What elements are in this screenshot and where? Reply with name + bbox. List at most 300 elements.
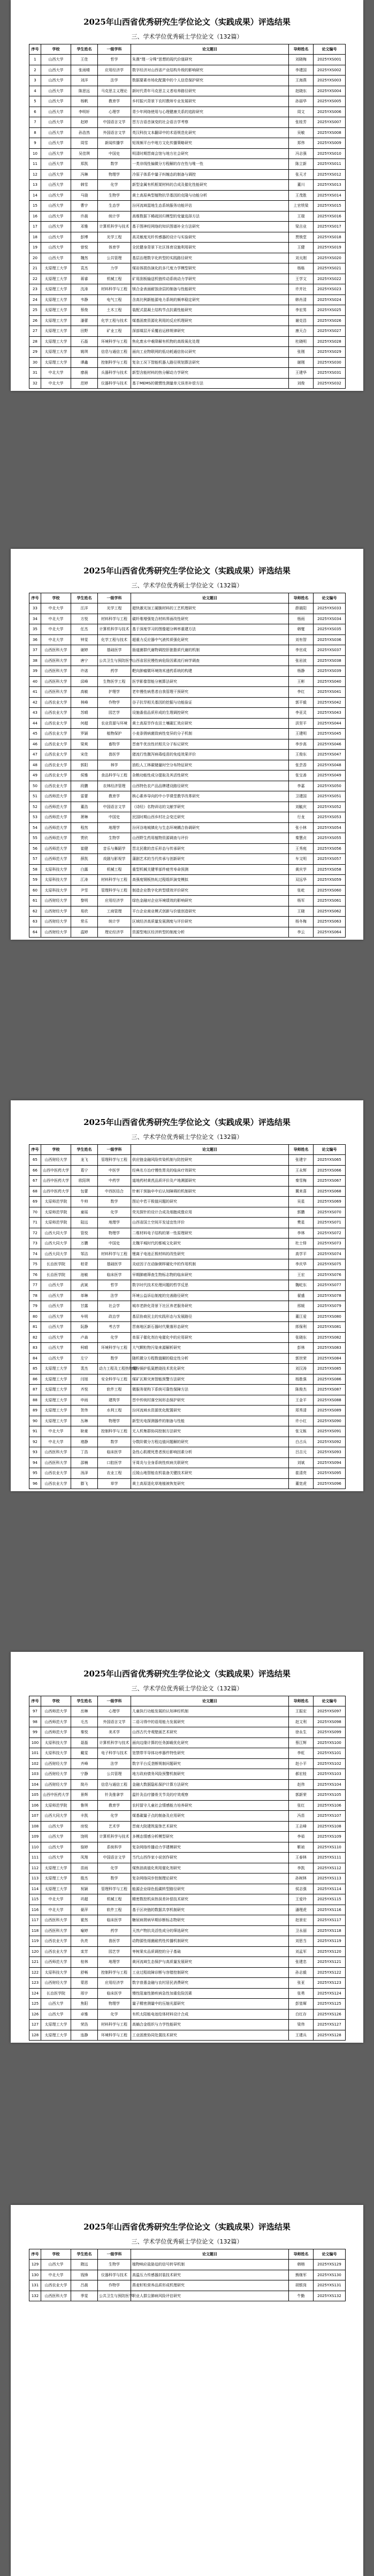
row-thesis-id: 2025YXS120	[314, 1946, 346, 1957]
row-advisor: 郑秀清	[289, 1406, 314, 1416]
table-row	[29, 2009, 346, 2020]
table-row	[29, 2291, 346, 2301]
row-school: 山西医科大学	[41, 2291, 71, 2301]
row-discipline: 生物学	[98, 833, 131, 844]
row-discipline: 软件工程	[98, 1385, 131, 1395]
row-thesis-title: 晋南牛优良性状相关分子标记研究	[131, 739, 289, 750]
row-thesis-id: 2025YXS099	[314, 1727, 346, 1738]
row-index: 88	[29, 1395, 41, 1406]
row-index: 127	[29, 2020, 41, 2030]
row-student: 荣浩	[71, 2020, 98, 2030]
row-thesis-id: 2025YXS116	[314, 1905, 346, 1915]
table-row	[29, 1176, 346, 1187]
row-advisor: 周文	[289, 107, 314, 117]
row-index: 84	[29, 1353, 41, 1364]
table-row	[29, 1395, 346, 1406]
row-index: 112	[29, 1863, 41, 1874]
row-student: 骆婷	[71, 1842, 98, 1853]
row-thesis-id: 2025YXS044	[314, 718, 346, 729]
row-discipline: 哲学	[98, 55, 131, 65]
row-thesis-id: 2025YXS066	[314, 1165, 346, 1176]
row-advisor: 郭鹏	[289, 1207, 314, 1218]
section-subtitle: 三、学术学位优秀硕士学位论文（132篇）	[131, 582, 243, 589]
row-thesis-id: 2025YXS102	[314, 1758, 346, 1769]
row-thesis-id: 2025YXS001	[314, 55, 346, 65]
row-index: 66	[29, 1165, 41, 1176]
row-thesis-title: 微服务架构下系统可靠性保障方法	[131, 1385, 289, 1395]
row-school: 中北大学	[41, 368, 71, 379]
row-thesis-id: 2025YXS022	[314, 274, 346, 284]
row-student: 唐宁	[71, 655, 98, 666]
table-row	[29, 1468, 346, 1479]
row-advisor: 行龙	[289, 812, 314, 823]
row-student: 薛凯	[71, 854, 98, 865]
row-student: 廖晨	[71, 368, 98, 379]
row-thesis-id: 2025YXS131	[314, 2280, 346, 2291]
row-school: 山西大学	[41, 1290, 71, 1301]
row-thesis-title: 环境公益诉讼制度的完善路径研究	[131, 1290, 289, 1301]
row-thesis-title: 二维材料电子结构的第一性原理研究	[131, 1228, 289, 1238]
row-school: 山西财经大学	[41, 917, 71, 927]
row-school: 太原理工大学	[41, 305, 71, 316]
row-thesis-title: 山西特色农产品品牌建设路径研究	[131, 781, 289, 791]
row-student: 陈思远	[71, 86, 98, 96]
row-thesis-title: 医学影像智能分割算法研究	[131, 676, 289, 687]
row-student: 田野	[71, 326, 98, 337]
row-student: 蔡俊	[71, 305, 98, 316]
row-discipline: 作物学	[98, 2280, 131, 2291]
row-advisor: 许小红	[289, 1416, 314, 1426]
row-thesis-id: 2025YXS077	[314, 1280, 346, 1291]
row-student: 方悦	[71, 614, 98, 624]
row-advisor: 李宏男	[289, 305, 314, 316]
row-index: 3	[29, 75, 41, 86]
header-advisor: 导师姓名	[289, 2249, 314, 2260]
row-thesis-id: 2025YXS035	[314, 624, 346, 635]
row-thesis-id: 2025YXS002	[314, 65, 346, 75]
row-thesis-id: 2025YXS054	[314, 822, 346, 833]
row-thesis-id: 2025YXS130	[314, 2270, 346, 2280]
row-index: 18	[29, 232, 41, 243]
row-thesis-title: 煤矿瓦斯灾害智能预警方法研究	[131, 1374, 289, 1385]
row-advisor: 樊星	[289, 1218, 314, 1228]
row-advisor: 王建兵	[289, 2030, 314, 2041]
row-thesis-id: 2025YXS125	[314, 1999, 346, 2010]
row-discipline: 控制科学与工程	[98, 1967, 131, 1978]
page-title: 2025年山西省优秀研究生学位论文（实践成果）评选结果	[83, 1669, 291, 1679]
table-row	[29, 1874, 346, 1884]
row-thesis-id: 2025YXS096	[314, 1478, 346, 1489]
row-advisor: 胡银岗	[289, 2280, 314, 2291]
row-student: 李明轩	[71, 107, 98, 117]
row-thesis-title: 黄河流域生态保护与高质量发展研究	[131, 1957, 289, 1968]
table-row	[29, 1155, 346, 1166]
row-discipline: 物理学	[98, 1228, 131, 1238]
row-school: 山西中医药大学	[41, 1165, 71, 1176]
page-title: 2025年山西省优秀研究生学位论文（实践成果）评选结果	[83, 566, 291, 576]
row-thesis-title: 数字普惠金融与农村居民消费研究	[131, 1978, 289, 1989]
row-index: 95	[29, 1468, 41, 1479]
row-advisor: 卫建国	[289, 791, 314, 802]
table-row	[29, 1280, 346, 1291]
row-thesis-id: 2025YXS048	[314, 760, 346, 770]
row-discipline: 畜牧学	[98, 739, 131, 750]
row-index: 76	[29, 1270, 41, 1280]
row-index: 7	[29, 117, 41, 128]
row-index: 118	[29, 1925, 41, 1936]
row-advisor: 杨冬梅	[289, 917, 314, 927]
table-row	[29, 812, 346, 823]
row-advisor: 张小林	[289, 822, 314, 833]
row-thesis-title: 糖尿病肾病早期诊断标志物研究	[131, 1915, 289, 1926]
row-thesis-title: 青少年网络使用与心理健康关系的追踪研究	[131, 107, 289, 117]
row-discipline: 材料科学与工程	[98, 614, 131, 624]
row-thesis-title: 朱熹“理一分殊”思想的现代价值研究	[131, 55, 289, 65]
row-advisor: 郑伟	[289, 138, 314, 149]
results-table	[29, 44, 346, 389]
row-thesis-id: 2025YXS067	[314, 1176, 346, 1187]
row-thesis-id: 2025YXS039	[314, 666, 346, 677]
row-index: 86	[29, 1374, 41, 1385]
row-discipline: 信息与通信工程	[98, 347, 131, 358]
table-row	[29, 1748, 346, 1759]
row-discipline: 中国语言文学	[98, 117, 131, 128]
row-thesis-title: 新型金属有机框架材料的合成及催化性能研究	[131, 180, 289, 191]
row-thesis-id: 2025YXS027	[314, 326, 346, 337]
table-row	[29, 896, 346, 906]
row-advisor: 王海燕	[289, 75, 314, 86]
row-thesis-id: 2025YXS108	[314, 1821, 346, 1832]
row-school: 山西医科大学	[41, 1925, 71, 1936]
row-index: 9	[29, 138, 41, 149]
row-advisor: 张屹	[289, 885, 314, 896]
row-student: 焦阳	[71, 1999, 98, 2010]
row-school: 山西大学	[41, 1842, 71, 1853]
table-row	[29, 843, 346, 854]
row-school: 山西大学	[41, 1301, 71, 1312]
row-student: 赵婷	[71, 117, 98, 128]
row-student: 邢宇	[71, 1988, 98, 1999]
row-advisor: 潘理虎	[289, 1905, 314, 1915]
row-school: 山西大学	[41, 117, 71, 128]
row-school: 太原理工大学	[41, 1863, 71, 1874]
row-discipline: 安全科学与工程	[98, 1374, 131, 1385]
row-thesis-title: 煤岩体损伤演化的多尺度力学模型研究	[131, 263, 289, 274]
table-row	[29, 1416, 346, 1426]
row-thesis-id: 2025YXS021	[314, 263, 346, 274]
row-thesis-id: 2025YXS101	[314, 1748, 346, 1759]
row-thesis-title: 道地药材黄芪品质评价及产地溯源研究	[131, 1176, 289, 1187]
table-row	[29, 1706, 346, 1717]
row-school: 中北大学	[41, 624, 71, 635]
row-discipline: 公共管理	[98, 253, 131, 263]
row-student: 郑凯	[71, 159, 98, 170]
row-thesis-id: 2025YXS088	[314, 1395, 346, 1406]
row-advisor: 李官成	[289, 645, 314, 656]
row-thesis-id: 2025YXS014	[314, 190, 346, 201]
row-thesis-title: 炎症因子在动脉粥样硬化中的作用机制	[131, 1259, 289, 1270]
row-school: 山西大学	[41, 253, 71, 263]
row-discipline: 环境科学与工程	[98, 336, 131, 347]
row-thesis-id: 2025YXS082	[314, 1332, 346, 1343]
row-advisor: 杜士铎	[289, 1238, 314, 1249]
row-student: 葛宁	[71, 1165, 98, 1176]
row-thesis-id: 2025YXS005	[314, 96, 346, 107]
row-index: 45	[29, 729, 41, 739]
row-student: 雷蕾	[71, 791, 98, 802]
table-row	[29, 2260, 346, 2270]
row-student: 石磊	[71, 336, 98, 347]
row-advisor: 刘毓庆	[289, 802, 314, 812]
row-student: 丁浩	[71, 1447, 98, 1458]
row-index: 98	[29, 1717, 41, 1727]
row-index: 61	[29, 896, 41, 906]
row-index: 37	[29, 645, 41, 656]
row-school: 山西大学	[41, 159, 71, 170]
row-school: 山西中医药大学	[41, 1790, 71, 1801]
row-school: 山西师范大学	[41, 1717, 71, 1727]
row-index: 38	[29, 655, 41, 666]
row-student: 邱峰	[71, 676, 98, 687]
table-row	[29, 2280, 346, 2291]
row-thesis-title: 晋南地区新石器时代聚落形态研究	[131, 1322, 289, 1333]
row-index: 78	[29, 1290, 41, 1301]
row-thesis-title: 蒲剧艺术的当代传承与创新研究	[131, 854, 289, 865]
row-thesis-id: 2025YXS057	[314, 854, 346, 865]
row-student: 魏然	[71, 253, 98, 263]
header-thesis-title: 论文题目	[131, 1696, 289, 1706]
row-student: 温婷	[71, 927, 98, 938]
row-index: 52	[29, 802, 41, 812]
row-index: 53	[29, 812, 41, 823]
row-school: 太原科技大学	[41, 875, 71, 886]
row-student: 聂磊	[71, 1738, 98, 1748]
row-school: 山西师范大学	[41, 822, 71, 833]
row-student: 罗颖	[71, 729, 98, 739]
row-thesis-title: 锂离子电池正极材料的改性研究	[131, 1249, 289, 1259]
row-index: 39	[29, 666, 41, 677]
row-student: 丰凯	[71, 1811, 98, 1822]
row-index: 58	[29, 864, 41, 875]
row-discipline: 管理科学与工程	[98, 885, 131, 896]
row-discipline: 管理科学与工程	[98, 1155, 131, 1166]
row-school: 山西农业大学	[41, 1468, 71, 1479]
row-thesis-title: 无人机集群协同控制方法研究	[131, 1426, 289, 1437]
row-thesis-id: 2025YXS040	[314, 676, 346, 687]
row-advisor: 张芸香	[289, 760, 314, 770]
row-thesis-title: 早期肺癌筛查生物标志物的临床研究	[131, 1270, 289, 1280]
row-thesis-title: 煤焦油高值化利用催化剂研究	[131, 1863, 289, 1874]
row-thesis-id: 2025YXS070	[314, 1207, 346, 1218]
row-thesis-title: 山西野生药用植物资源调查与评价	[131, 833, 289, 844]
row-thesis-id: 2025YXS026	[314, 315, 346, 326]
row-thesis-id: 2025YXS055	[314, 833, 346, 844]
table-row	[29, 676, 346, 687]
row-thesis-id: 2025YXS123	[314, 1978, 346, 1989]
row-thesis-title: 超快激光加工硬脆材料的工艺机理研究	[131, 603, 289, 614]
row-thesis-id: 2025YXS095	[314, 1468, 346, 1479]
table-row	[29, 1165, 346, 1176]
row-student: 易欣	[71, 906, 98, 917]
row-index: 47	[29, 750, 41, 760]
header-advisor: 导师姓名	[289, 1696, 314, 1706]
row-school: 山西财经大学	[41, 1758, 71, 1769]
row-advisor: 张红	[289, 1800, 314, 1811]
row-thesis-title: 工业过程故障诊断与容错控制研究	[131, 1967, 289, 1978]
row-school: 中北大学	[41, 634, 71, 645]
row-student: 钟雯	[71, 634, 98, 645]
row-advisor: 熊继军	[289, 2270, 314, 2280]
row-student: 姚琪	[71, 347, 98, 358]
table-header-row	[29, 593, 346, 603]
header-discipline: 一级学科	[98, 1145, 131, 1155]
page-title: 2025年山西省优秀研究生学位论文（实践成果）评选结果	[83, 17, 291, 27]
table-row	[29, 1218, 346, 1228]
row-student: 侯雅	[71, 770, 98, 781]
row-index: 29	[29, 347, 41, 358]
row-index: 129	[29, 2260, 41, 2270]
row-discipline: 动力工程及工程热物理	[98, 1364, 131, 1374]
row-school: 山西大学	[41, 1853, 71, 1863]
row-discipline: 药学	[98, 1925, 131, 1936]
table-row	[29, 687, 346, 698]
row-index: 69	[29, 1197, 41, 1207]
row-student: 栾芳	[71, 1946, 98, 1957]
row-thesis-title: 面向边缘计算的任务卸载优化研究	[131, 1738, 289, 1748]
header-student: 学生姓名	[71, 44, 98, 55]
row-school: 山西大学	[41, 222, 71, 232]
table-row	[29, 1884, 346, 1894]
row-discipline: 中国史	[98, 812, 131, 823]
row-discipline: 机械工程	[98, 274, 131, 284]
row-school: 太原理工大学	[41, 1364, 71, 1374]
table-row	[29, 1437, 346, 1447]
row-school: 山西农业大学	[41, 1936, 71, 1947]
row-thesis-title: 丘陵山地智能农机装备关键技术研究	[131, 1468, 289, 1479]
row-thesis-title: 能源企业绿色低碳转型路径研究	[131, 1884, 289, 1894]
row-thesis-id: 2025YXS029	[314, 347, 346, 358]
row-thesis-title: 数字时代技术伦理问题的哲学反思	[131, 1280, 289, 1291]
row-student: 贺伟	[71, 1406, 98, 1416]
row-discipline: 水利工程	[98, 1406, 131, 1416]
row-discipline: 数学	[98, 1197, 131, 1207]
row-discipline: 中医学	[98, 1165, 131, 1176]
row-student: 曹宇	[71, 201, 98, 211]
row-thesis-title: 高温压力传感器封装技术研究	[131, 2270, 289, 2280]
row-thesis-id: 2025YXS100	[314, 1738, 346, 1748]
row-advisor: 康天合	[289, 326, 314, 337]
row-school: 山西师范大学	[41, 854, 71, 865]
row-student: 阮静	[71, 1322, 98, 1333]
row-school: 山西财经大学	[41, 1155, 71, 1166]
row-discipline: 基础医学	[98, 1259, 131, 1270]
row-discipline: 地理学	[98, 1957, 131, 1968]
row-thesis-id: 2025YXS118	[314, 1925, 346, 1936]
row-student: 车明	[71, 1311, 98, 1322]
row-discipline: 临床医学	[98, 1988, 131, 1999]
row-school: 山西财经大学	[41, 1779, 71, 1790]
row-advisor: 李亚灵	[289, 708, 314, 719]
row-thesis-title: 明清时期晋商会馆与地方社会研究	[131, 148, 289, 159]
row-school: 山西师范大学	[41, 791, 71, 802]
row-index: 124	[29, 1988, 41, 1999]
row-school: 山西大学	[41, 1353, 71, 1364]
row-discipline: 计算机科学与技术	[98, 1832, 131, 1842]
row-index: 96	[29, 1478, 41, 1489]
row-index: 63	[29, 917, 41, 927]
row-index: 110	[29, 1842, 41, 1853]
row-thesis-title: 基于区块链的数据共享机制研究	[131, 1905, 289, 1915]
row-thesis-id: 2025YXS090	[314, 1416, 346, 1426]
table-row	[29, 305, 346, 316]
row-thesis-title: 焦化废水中难降解有机物的高级氧化处理	[131, 336, 289, 347]
table-row	[29, 770, 346, 781]
row-discipline: 理论经济学	[98, 927, 131, 938]
table-row	[29, 739, 346, 750]
row-thesis-id: 2025YXS061	[314, 896, 346, 906]
row-advisor: 李庆华	[289, 1259, 314, 1270]
row-thesis-id: 2025YXS111	[314, 1853, 346, 1863]
table-row	[29, 274, 346, 284]
row-advisor: 刘晓梅	[289, 55, 314, 65]
row-thesis-title: 供应链金融风险传染机制与防控研究	[131, 1155, 289, 1166]
table-row	[29, 1353, 346, 1364]
row-discipline: 数学	[98, 1353, 131, 1364]
row-thesis-id: 2025YXS041	[314, 687, 346, 698]
table-row	[29, 624, 346, 635]
row-school: 山西农业大学	[41, 739, 71, 750]
row-school: 山西医科大学	[41, 676, 71, 687]
row-thesis-id: 2025YXS050	[314, 781, 346, 791]
row-student: 齐悦	[71, 1385, 98, 1395]
row-school: 太原理工大学	[41, 294, 71, 305]
row-student: 马骁	[71, 190, 98, 201]
row-thesis-id: 2025YXS045	[314, 729, 346, 739]
row-advisor: 陈俊杰	[289, 1385, 314, 1395]
row-advisor: 郝宏桂	[289, 1769, 314, 1780]
row-advisor: 王春林	[289, 1853, 314, 1863]
row-discipline: 化学	[98, 2009, 131, 2020]
row-student: 仇亮	[71, 1936, 98, 1947]
row-index: 72	[29, 1228, 41, 1238]
row-thesis-title: 一类非线性偏微分方程解的存在性与唯一性	[131, 159, 289, 170]
table-row	[29, 718, 346, 729]
row-thesis-id: 2025YXS003	[314, 75, 346, 86]
row-advisor: 李步高	[289, 739, 314, 750]
row-thesis-title: 高灵敏度光纤传感器的设计与实验研究	[131, 232, 289, 243]
table-row	[29, 760, 346, 770]
row-discipline: 兽医学	[98, 750, 131, 760]
row-index: 80	[29, 1311, 41, 1322]
row-thesis-id: 2025YXS023	[314, 284, 346, 295]
row-student: 苗雨	[71, 1863, 98, 1874]
row-school: 太原理工大学	[41, 274, 71, 284]
table-row	[29, 1457, 346, 1468]
row-discipline: 公共管理	[98, 1769, 131, 1780]
row-advisor: 秦雪梅	[289, 1176, 314, 1187]
row-advisor: 郭新荣	[289, 1790, 314, 1801]
row-thesis-id: 2025YXS019	[314, 243, 346, 253]
row-index: 1	[29, 55, 41, 65]
row-discipline: 中药学	[98, 1176, 131, 1187]
row-school: 太原理工大学	[41, 357, 71, 368]
row-school: 山西大学	[41, 201, 71, 211]
row-thesis-id: 2025YXS105	[314, 1790, 346, 1801]
row-thesis-id: 2025YXS089	[314, 1406, 346, 1416]
row-student: 戴雯	[71, 1748, 98, 1759]
table-row	[29, 1717, 346, 1727]
row-index: 44	[29, 718, 41, 729]
